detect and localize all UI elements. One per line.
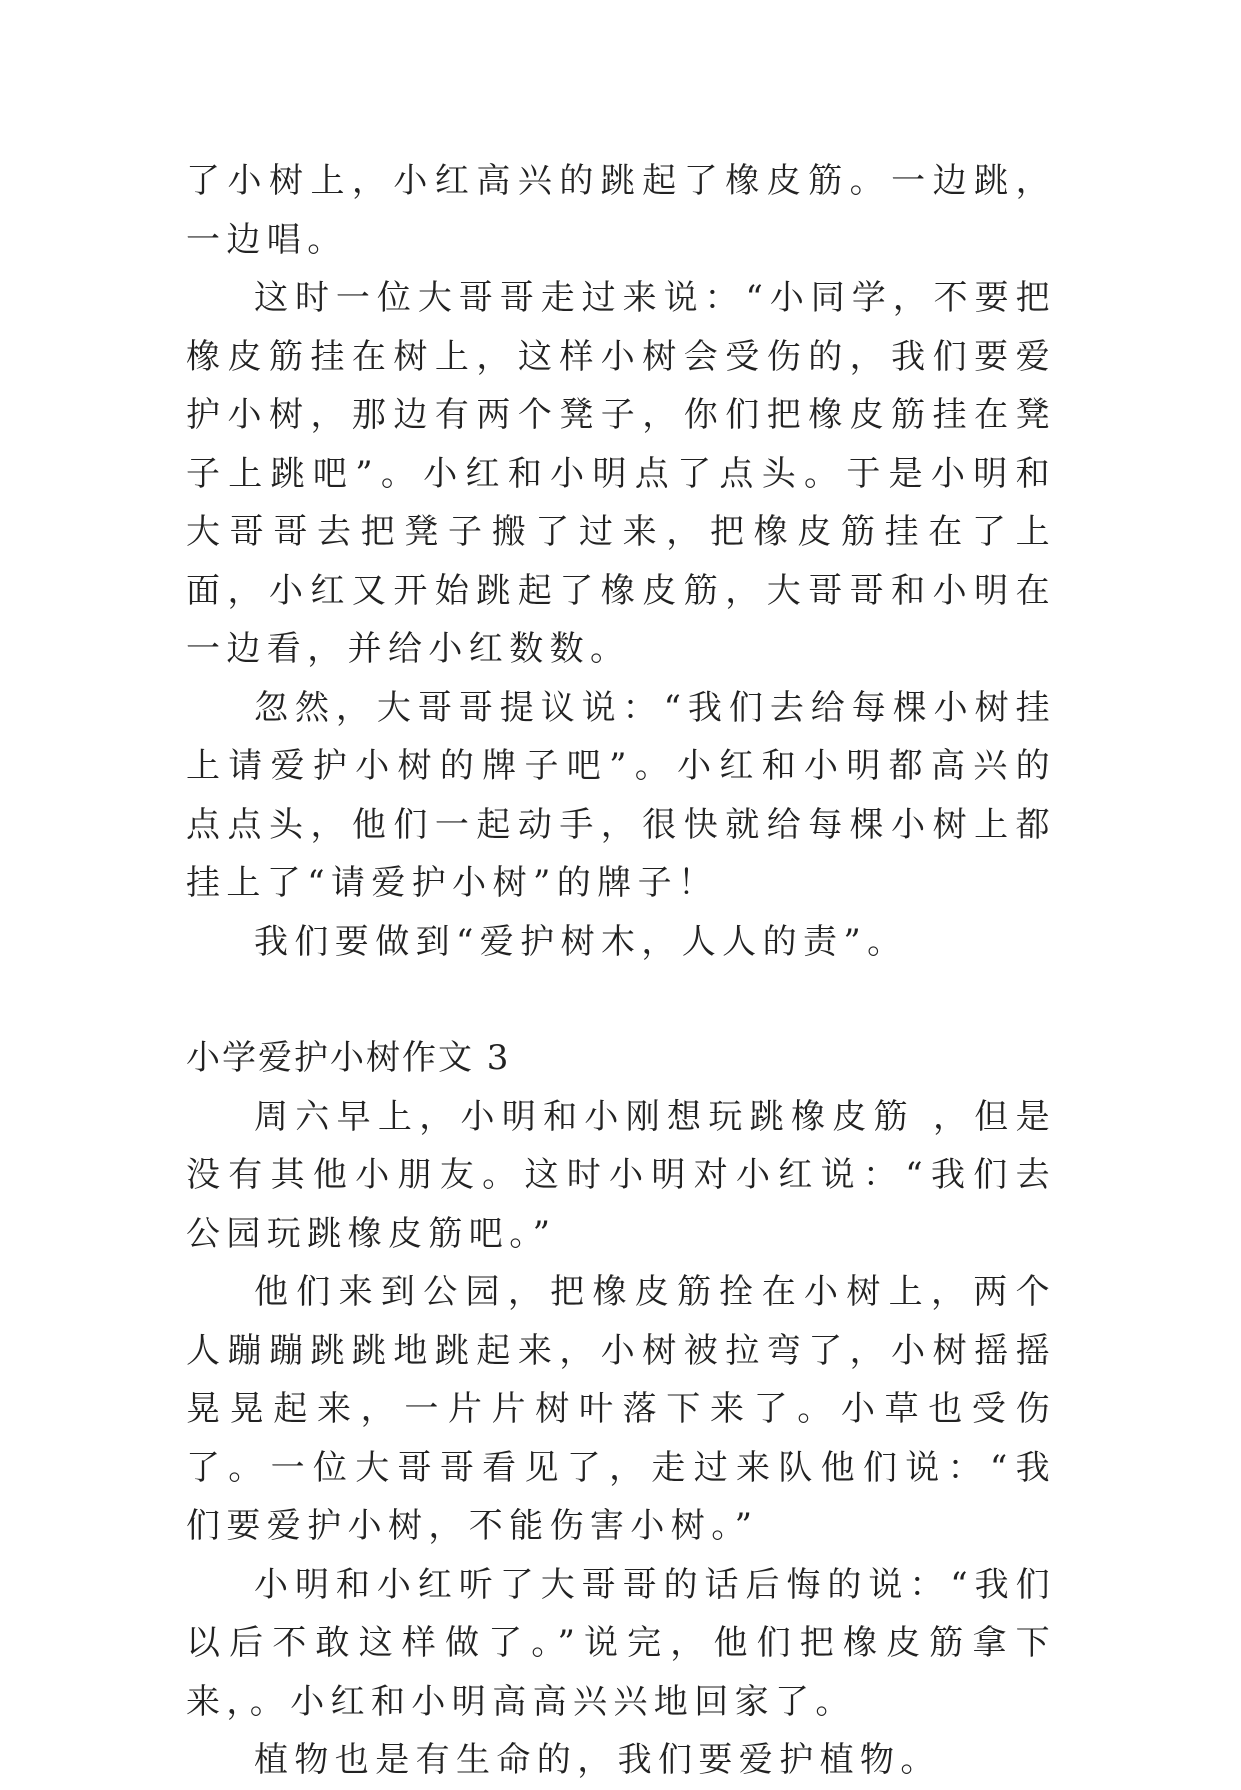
- paragraph: 周六早上，小明和小刚想玩跳橡皮筋 ，但是没有其他小朋友。这时小明对小红说：“我们去公园玩跳橡皮筋吧。”: [186, 1096, 1056, 1254]
- section-title: 小学爱护小树作文 3: [186, 1038, 511, 1078]
- document-body: [186, 152, 1056, 1790]
- paragraph: 忽然，大哥哥提议说：“我们去给每棵小树挂上请爱护小树的牌子吧”。小红和小明都高兴的点点头，他们一起动手，很快就给每棵小树上都挂上了“请爱护小树”的牌子！: [186, 687, 1056, 903]
- paragraph: 小明和小红听了大哥哥的话后悔的说：“我们以后不敢这样做了。”说完，他们把橡皮筋拿下来，。小红和小明高高兴兴地回家了。: [186, 1564, 1056, 1722]
- paragraph: 了小树上，小红高兴的跳起了橡皮筋。一边跳，一边唱。: [186, 161, 1056, 260]
- paragraph: 他们来到公园，把橡皮筋拴在小树上，两个人蹦蹦跳跳地跳起来，小树被拉弯了，小树摇摇晃晃起来，一片片树叶落下来了。小草也受伤了。一位大哥哥看见了，走过来队他们说：“我们要爱护小树，不能伤害小树。”: [186, 1272, 1056, 1546]
- paragraph: 植物也是有生命的，我们要爱护植物。: [254, 1740, 941, 1780]
- paragraph: 这时一位大哥哥走过来说：“小同学，不要把橡皮筋挂在树上，这样小树会受伤的，我们要爱护小树，那边有两个凳子，你们把橡皮筋挂在凳子上跳吧”。小红和小明点了点头。于是小明和大哥哥去把凳子搬了过来，把橡皮筋挂在了上面，小红又开始跳起了橡皮筋，大哥哥和小明在一边看，并给小红数数。: [186, 278, 1056, 669]
- paragraph: 我们要做到“爱护树木，人人的责”。: [254, 921, 908, 962]
